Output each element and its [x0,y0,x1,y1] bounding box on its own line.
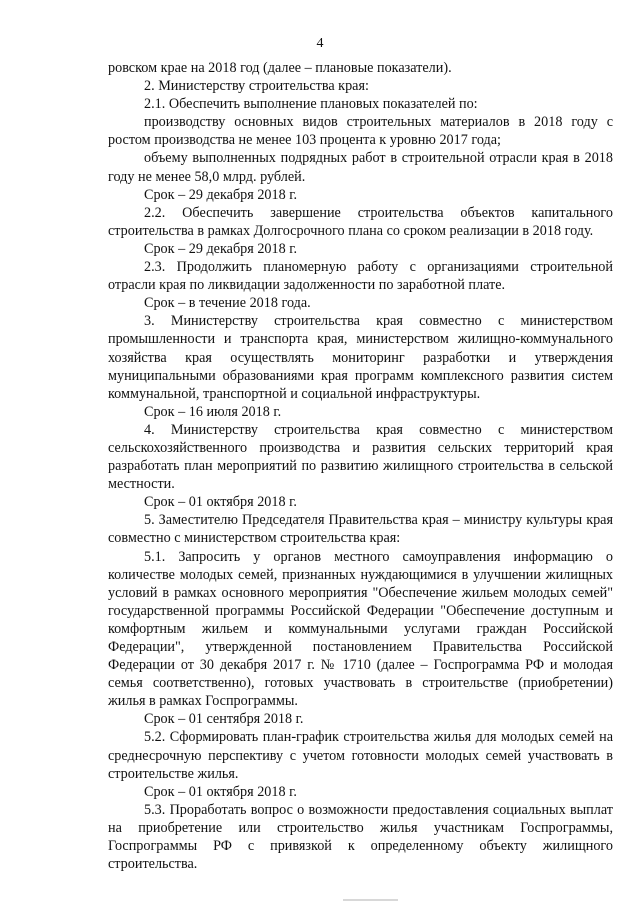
deadline: Срок – 29 декабря 2018 г. [144,186,298,203]
paragraph: 5.3. Проработать вопрос о возможности предоставления социальных выплат на приобретение или строительство жилья участникам Госпрограммы, Госпрограммы РФ с привязкой к определенному объекту жилищного строительства. [108,801,613,873]
deadline: Срок – 29 декабря 2018 г. [144,240,298,257]
deadline: Срок – 01 октября 2018 г. [144,494,297,511]
footer-mark [343,899,398,901]
paragraph: ровском крае на 2018 год (далее – плановые показатели). [108,60,452,76]
paragraph: 3. Министерству строительства края совместно с министерством промышленности и транспорта края, министерством жилищно-коммунального хозяйства края осуществлять мониторинг разработки и утверждения муниципальными образованиями края программ комплексного развития систем коммунальной, транспортной и социальной инфраструктуры. [108,313,613,402]
paragraph: 2.3. Продолжить планомерную работу с организациями строительной отрасли края по ликвидации задолженности по заработной плате. [108,259,613,294]
paragraph: 4. Министерству строительства края совместно с министерством сельскохозяйственного производства и развития сельских территорий края разработать план мероприятий по развитию жилищного строительства в сельской местности. [108,421,613,493]
paragraph: 5. Заместителю Председателя Правительства края – министру культуры края совместно с министерством строительства края: [108,512,613,547]
deadline: Срок – 16 июля 2018 г. [144,403,282,420]
deadline: Срок – 01 октября 2018 г. [144,783,297,800]
deadline: Срок – 01 сентября 2018 г. [144,711,304,728]
paragraph: 2.2. Обеспечить завершение строительства объектов капитального строительства в рамках Долгосрочного плана со сроком реализации в 2018 году. [108,204,613,239]
paragraph: 5.2. Сформировать план-график строительства жилья для молодых семей на среднесрочную перспективу с учетом готовности молодых семей участвовать в строительстве жилья. [108,729,613,782]
paragraph: объему выполненных подрядных работ в строительной отрасли края в 2018 году не менее 58,0 млрд. рублей. [108,150,613,185]
page-number: 4 [316,36,324,51]
document-body [108,59,613,873]
deadline: Срок – в течение 2018 года. [144,295,311,312]
paragraph: производству основных видов строительных материалов в 2018 году с ростом производства не менее 103 процента к уровню 2017 года; [108,114,613,149]
paragraph: 2.1. Обеспечить выполнение плановых показателей по: [144,96,478,113]
paragraph: 2. Министерству строительства края: [144,78,369,95]
paragraph: 5.1. Запросить у органов местного самоуправления информацию о количестве молодых семей, признанных нуждающимися в улучшении жилищных условий в рамках основного мероприятия "Обеспечение жильем молодых семей" государственной программы Российской Федерации "Обеспечение доступным и комфортным жильем и коммунальными услугами граждан Российской Федерации", утвержденной постановлением Правительства Российской Федерации от 30 декабря 2017 г. № 1710 (далее – Госпрограмма РФ и молодая семья соответственно), готовых участвовать в строительстве (приобретении) жилья в рамках Госпрограммы. [108,548,613,710]
